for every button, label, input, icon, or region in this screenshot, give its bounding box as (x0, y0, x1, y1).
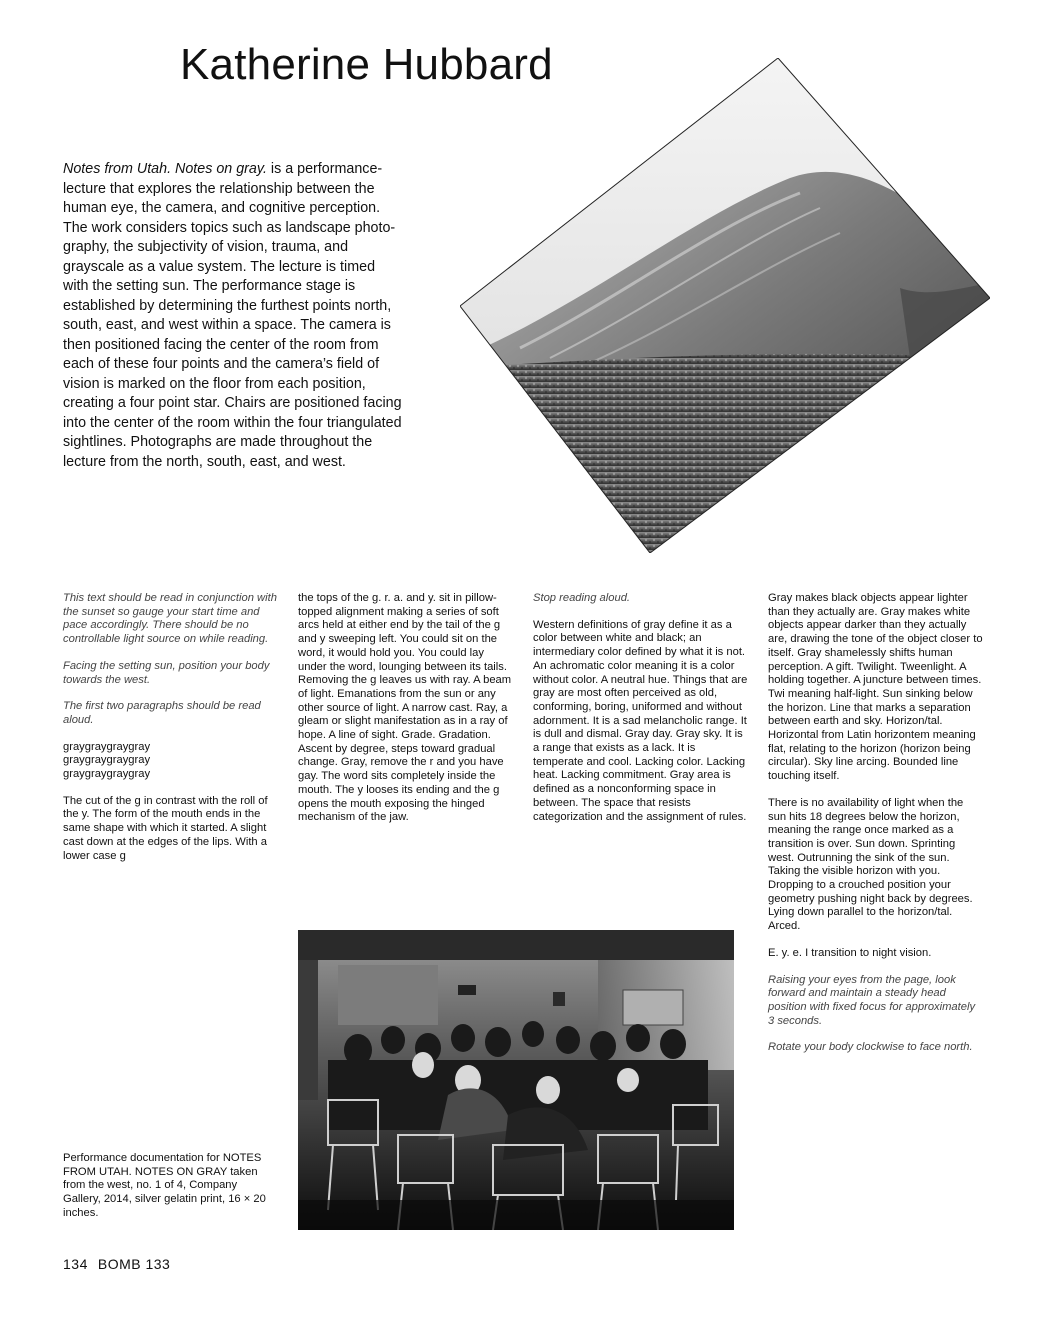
gray-repetition: graygraygraygray (63, 754, 151, 767)
column-3 (533, 592, 748, 837)
body-paragraph: E. y. e. I transition to night vision. (768, 946, 932, 959)
body-paragraph: There is no availability of light when the sun hits 18 degrees below the horizon, meaning the range once marked as a transition is over. Sun down. Sprinting west. Outrunning the sink of the sun. Taking the visible horizon with you. Dropping to a crouched position your geometry pushing night back by degrees. Lying down parallel to the horizon/tal. Arced. (768, 796, 973, 933)
stage-direction: Raising your eyes from the page, look forward and maintain a steady head position with fixed focus for approximately 3 seconds. (768, 973, 976, 1027)
intro-work-title: Notes from Utah. Notes on gray. (63, 161, 267, 177)
intro-paragraph (63, 160, 403, 472)
page-title: Katherine Hubbard (180, 40, 553, 89)
body-paragraph: The cut of the g in contrast with the roll of the y. The form of the mouth ends in the same shape with which it started. A slight cast down at the edges of the lips. With a lower case g (63, 794, 268, 862)
gray-repetition: graygraygraygray (63, 740, 151, 753)
body-paragraph: Gray makes black objects appear lighter than they actually are. Gray makes white objects appear darker than they actually are, drawing the tone of the object closer to itself. Gray shamelessly shifts human perception. A gift. Twilight. Tweenlight. A holding together. A juncture between times. Twi meaning half-light. Sun sinking below the horizon. Line that marks a separation between earth and sky. Horizon/tal. Horizontal from Latin horizontem meaning flat, relating to the horizon (horizon being circular). Sky line arcing. Bounded line touching itself. (768, 592, 983, 783)
stage-direction: Rotate your body clockwise to face north. (768, 1041, 973, 1054)
stage-direction: The first two paragraphs should be read aloud. (63, 700, 261, 726)
photo-caption: Performance documentation for NOTES FROM UTAH. NOTES ON GRAY taken from the west, no. 1 of 4, Company Gallery, 2014, silver gelatin print, 16 × 20 inches. (63, 1152, 266, 1219)
column-4 (768, 592, 983, 1068)
stage-direction: Facing the setting sun, position your body towards the west. (63, 659, 270, 686)
column-2 (298, 592, 513, 838)
page-number: 134 (63, 1256, 88, 1272)
stage-direction: Stop reading aloud. (533, 592, 631, 604)
body-paragraph: the tops of the g. r. a. and y. sit in pillow-topped alignment making a series of soft arcs held at either end by the tail of the g and y sweeping left. You could sit on the word, it would hold you. You could lay under the word, lounging between its tails. Removing the g leaves us with ray. A beam of light. Emanations from the sun or any other source of light. A narrow cast. Ray, a gleam or slight manifestation as in a ray of hope. A line of sight. Grade. Gradation. Ascent by degree, steps toward gradual change. Gray, remove the r and you have gay. The word sits completely inside the mouth. The y looses its ending and the g opens the mouth exposing the hinged mechanism of the jaw. (298, 592, 512, 824)
column-1 (63, 592, 278, 876)
performance-photo (298, 930, 734, 1230)
page-footer (63, 1256, 180, 1272)
landscape-photo (460, 58, 990, 553)
body-paragraph: Western definitions of gray define it as a color between white and black; an intermediary color defined by what it is not. An achromatic color meaning it is a color without color. A neutral hue. Things that are gray are most often perceived as old, conforming, boring, uniformed and without adornment. It is a sad melancholic range. It is dull and dismal. Gray day. Gray sky. It is a range that exists as a lack. It is temperate and cool. Lacking color. Lacking heat. Lacking commitment. Gray area is defined as a nonconforming space in between. The space that resists categorization and the assignment of rules. (533, 618, 748, 823)
intro-body: is a performance-lecture that explores the relationship between the human eye, the camera, and cognitive perception. The work considers topics such as landscape photo-graphy, the subjectivity of vision, trauma, and grayscale as a value system. The lecture is timed with the setting sun. The performance stage is established by determining the furthest points north, south, east, and west within a space. The camera is then positioned facing the center of the room from each of these four points and the camera’s field of vision is marked on the floor from each position, creating a four point star. Chairs are positioned facing into the center of the room within the four triangulated sightlines. Photographs are made throughout the lecture from the north, south, east, and west. (63, 161, 402, 470)
stage-direction: This text should be read in conjunction with the sunset so gauge your start time and pace accordingly. There should be no controllable light source on while reading. (63, 592, 277, 646)
magazine-issue: BOMB 133 (97, 1256, 171, 1272)
gray-repetition: graygraygraygray (63, 768, 151, 781)
